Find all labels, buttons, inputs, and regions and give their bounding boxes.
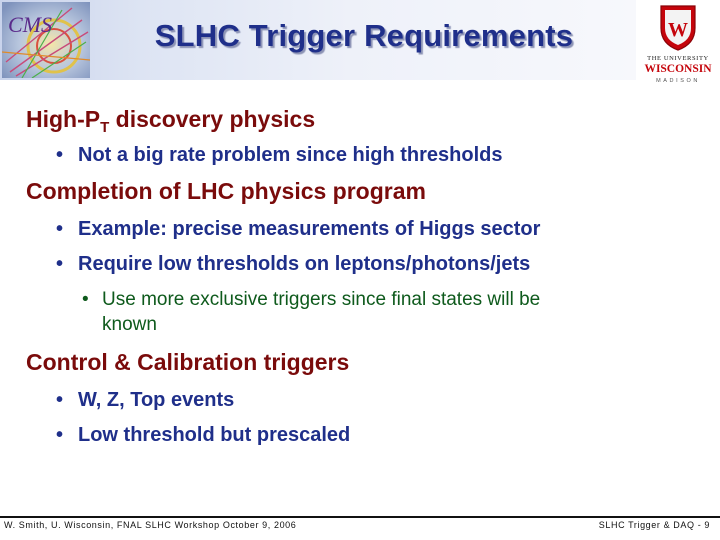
section-heading-high-pt: High-$P_T$ discovery physics [26,106,316,136]
uw-line2: WISCONSIN [644,63,712,75]
bullet-dot: • [56,424,64,446]
uw-line1: THE UNIVERSITY [647,55,709,62]
bullet-item: • Require low thresholds on leptons/photons/jets [56,253,531,275]
cms-logo [2,2,90,78]
uw-logo [636,2,720,90]
bullet-item: • W, Z, Top events [56,389,235,411]
svg-text:W: W [668,19,688,41]
subbullet-item: • Use more exclusive triggers since final states will be known [82,289,541,335]
bullet-dot: • [56,389,64,411]
bullet-dot: • [56,218,64,240]
cms-logo-text: CMS [8,12,52,37]
bullet-dot: • [82,289,89,310]
slide-title: SLHC Trigger Requirements [154,18,574,53]
uw-line3: MADISON [656,78,700,84]
section-heading-control: Control & Calibration triggers [26,349,350,375]
footer-author: W. Smith, U. Wisconsin, FNAL SLHC Workshop October 9, 2006 [4,520,297,530]
section-heading-completion: Completion of LHC physics program [26,178,426,204]
bullet-dot: • [56,253,64,275]
bullet-item: • Low threshold but prescaled [56,424,351,446]
footer-divider [0,516,720,518]
bullet-item: • Example: precise measurements of Higgs sector [56,218,541,240]
bullet-item: • Not a big rate problem since high thresholds [56,144,503,166]
bullet-dot: • [56,144,64,166]
footer-slide-number: SLHC Trigger & DAQ - 9 [598,520,710,530]
